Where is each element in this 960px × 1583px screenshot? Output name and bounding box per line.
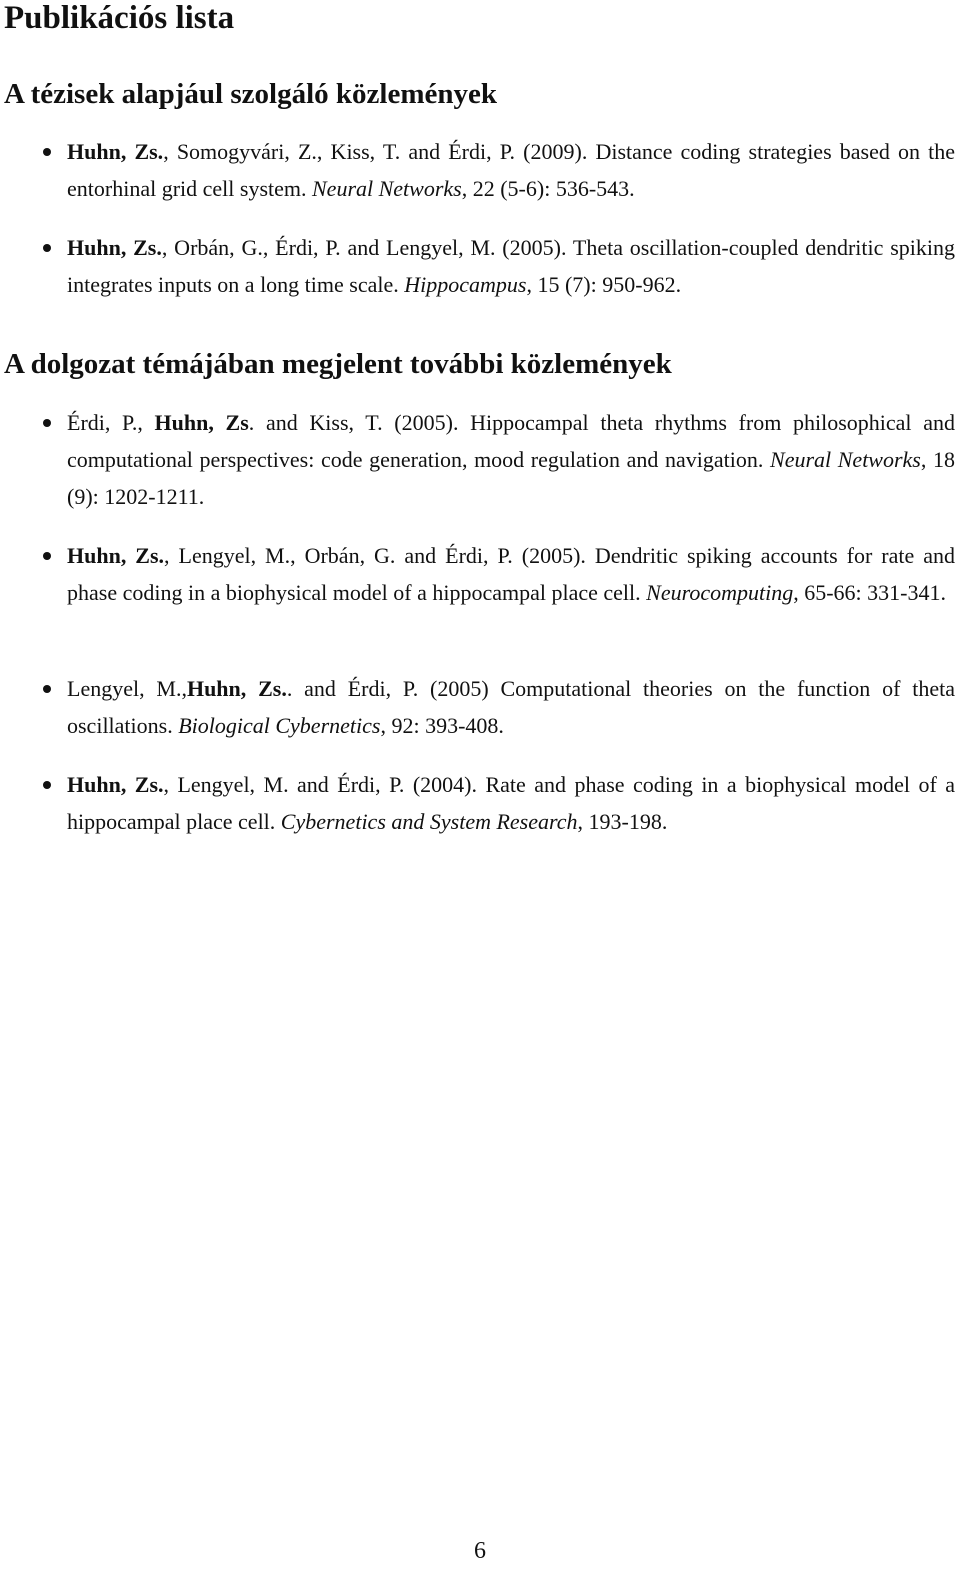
publication-entry <box>67 229 955 303</box>
journal-name: Biological Cybernetics <box>178 713 381 738</box>
bullet-icon <box>43 552 51 560</box>
citation-body: , Lengyel, M. and Érdi, P. (2004). Rate and phase coding in a biophysical model of a hippocampal place cell. <box>67 772 955 834</box>
bullet-icon <box>43 244 51 252</box>
citation-text <box>67 670 955 744</box>
citation-body: . and Érdi, P. (2005) Computational theories on the function of theta oscillations. <box>67 676 955 738</box>
publication-entry <box>67 670 955 744</box>
journal-name: Neural Networks <box>312 176 462 201</box>
publication-entry <box>67 133 955 207</box>
author-highlight: Huhn, Zs. <box>67 139 164 164</box>
citation-body: . and Kiss, T. (2005). Hippocampal theta rhythms from philosophical and computational perspectives: code generation, mood regulation and navigation. <box>67 410 955 472</box>
citation-volume: , 15 (7): 950-962. <box>526 272 682 297</box>
author-highlight: Huhn, Zs <box>154 410 249 435</box>
publication-entry <box>67 537 955 611</box>
author-highlight: Huhn, Zs. <box>186 676 287 701</box>
citation-text <box>67 537 955 611</box>
journal-name: Hippocampus <box>404 272 527 297</box>
journal-name: Neural Networks <box>770 447 921 472</box>
page-title: Publikációs lista <box>4 0 235 36</box>
citation-volume: , 18 (9): 1202-1211. <box>67 447 955 509</box>
coauthors: Érdi, P., <box>67 410 155 435</box>
journal-name: Cybernetics and System Research <box>280 809 578 834</box>
citation-text <box>67 133 955 207</box>
citation-volume: , 65-66: 331-341. <box>793 580 946 605</box>
publication-entry <box>67 404 955 515</box>
bullet-icon <box>43 419 51 427</box>
author-highlight: Huhn, Zs. <box>67 235 162 260</box>
citation-volume: , 92: 393-408. <box>380 713 504 738</box>
citation-volume: , 193-198. <box>577 809 668 834</box>
citation-text <box>67 766 955 840</box>
journal-name: Neurocomputing <box>646 580 794 605</box>
section-heading-further: A dolgozat témájában megjelent további közlemények <box>4 348 672 380</box>
section-heading-thesis: A tézisek alapjául szolgáló közlemények <box>4 78 497 110</box>
coauthors: Lengyel, M., <box>67 676 187 701</box>
author-highlight: Huhn, Zs. <box>67 772 164 797</box>
citation-text <box>67 229 955 303</box>
page-number: 6 <box>474 1538 486 1564</box>
bullet-icon <box>43 685 51 693</box>
citation-body: , Lengyel, M., Orbán, G. and Érdi, P. (2005). Dendritic spiking accounts for rate and phase coding in a biophysical model of a hippocampal place cell. <box>67 543 955 605</box>
citation-body: , Somogyvári, Z., Kiss, T. and Érdi, P. (2009). Distance coding strategies based on the entorhinal grid cell system. <box>67 139 955 201</box>
author-highlight: Huhn, Zs. <box>67 543 165 568</box>
citation-body: , Orbán, G., Érdi, P. and Lengyel, M. (2005). Theta oscillation-coupled dendritic spiking integrates inputs on a long time scale. <box>67 235 955 297</box>
citation-text <box>67 404 955 515</box>
bullet-icon <box>43 148 51 156</box>
publication-entry <box>67 766 955 840</box>
citation-volume: , 22 (5-6): 536-543. <box>461 176 635 201</box>
bullet-icon <box>43 781 51 789</box>
